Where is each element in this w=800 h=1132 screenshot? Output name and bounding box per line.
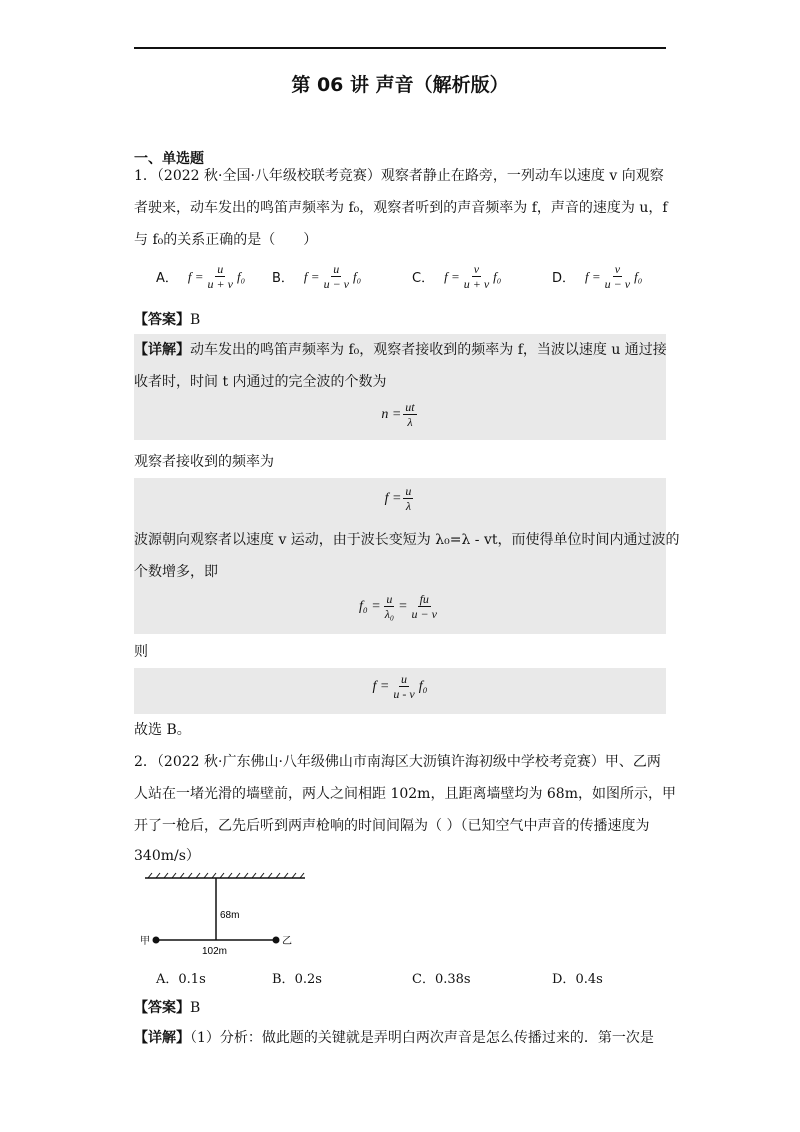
top-rule xyxy=(134,47,666,49)
q1-text-2: 观察者接收到的频率为 xyxy=(134,454,274,470)
person-jia-dot xyxy=(153,937,160,944)
q1-text-3-line-1: 波源朝向观察者以速度 v 运动，由于波长变短为 λ₀=λ - vt，而使得单位时间内通过波的 xyxy=(134,532,680,548)
q2-option-c[interactable]: C．0.38s xyxy=(412,972,471,987)
section-heading: 一、单选题 xyxy=(134,151,204,167)
left-label: 甲 xyxy=(140,936,150,947)
q2-option-d[interactable]: D．0.4s xyxy=(552,972,603,987)
q1-line-1: 1．（2022 秋·全国·八年级校联考竞赛）观察者静止在路旁，一列动车以速度 v 向观察 xyxy=(134,168,664,184)
q1-text-3-line-2: 个数增多，即 xyxy=(134,564,218,580)
q1-equation-3: f₀ = $\frac{u}{\text{λ₀}}$ = $\frac{fu}{u - v}$ xyxy=(359,592,437,621)
q1-text-4: 则 xyxy=(134,644,148,660)
person-yi-dot xyxy=(273,937,280,944)
q2-option-a[interactable]: A．0.1s xyxy=(156,972,206,987)
q1-option-d[interactable]: D． f = $\frac{v}{u - v}$ f₀ xyxy=(552,262,643,291)
page-title: 第 06 讲 声音（解析版） xyxy=(291,74,509,96)
q1-line-3: 与 f₀的关系正确的是（ ） xyxy=(134,232,318,248)
q1-option-b[interactable]: B． f = $\frac{u}{u - v}$ f₀ xyxy=(272,262,362,291)
q1-option-a[interactable]: A． f = $\frac{u}{u + v}$ f₀ xyxy=(156,262,246,291)
fraction: $\frac{v}{u - v}$ xyxy=(604,262,631,291)
wall-diagram xyxy=(140,870,310,960)
q2-line-2: 人站在一堵光滑的墙壁前，两人之间相距 102m，且距离墙壁均为 68m，如图所示，甲 xyxy=(134,786,676,802)
q2-line-4: 340m/s） xyxy=(134,848,200,864)
q1-option-c[interactable]: C． f = $\frac{v}{u + v}$ f₀ xyxy=(412,262,502,291)
q1-detail-line-1: 【详解】动车发出的鸣笛声频率为 f₀，观察者接收到的频率为 f，当波以速度 u 通过接 xyxy=(134,342,667,358)
q2-answer: 【答案】B xyxy=(134,1000,201,1016)
q2-line-3: 开了一枪后，乙先后听到两声枪响的时间间隔为（ ）（已知空气中声音的传播速度为 xyxy=(134,818,650,834)
horizontal-label: 102m xyxy=(202,946,228,957)
fraction: $\frac{u}{u - v}$ xyxy=(323,262,349,291)
q1-equation-2: f = $\frac{u}{\lambda}$ xyxy=(384,484,412,513)
q1-detail-line-2: 收者时，时间 t 内通过的完全波的个数为 xyxy=(134,374,387,390)
q1-answer: 【答案】B xyxy=(134,312,201,328)
q2-line-1: 2．（2022 秋·广东佛山·八年级佛山市南海区大沥镇许海初级中学校考竞赛）甲、乙两 xyxy=(134,754,661,770)
q1-equation-1: n = $\frac{ut}{\lambda}$ xyxy=(381,400,415,429)
fraction: $\frac{v}{u + v}$ xyxy=(463,262,490,291)
vertical-label: 68m xyxy=(220,910,240,921)
q1-line-2: 者驶来，动车发出的鸣笛声频率为 f₀，观察者听到的声音频率为 f，声音的速度为 u，f xyxy=(134,200,668,216)
q2-detail-line: 【详解】（1）分析：做此题的关键就是弄明白两次声音是怎么传播过来的．第一次是 xyxy=(134,1030,654,1046)
fraction: $\frac{u}{u + v}$ xyxy=(207,262,233,291)
q1-equation-4: f = $\frac{u}{u - v}$ f₀ xyxy=(372,672,428,701)
q2-option-b[interactable]: B．0.2s xyxy=(272,972,322,987)
right-label: 乙 xyxy=(282,936,292,947)
q1-conclusion: 故选 B。 xyxy=(134,722,191,738)
